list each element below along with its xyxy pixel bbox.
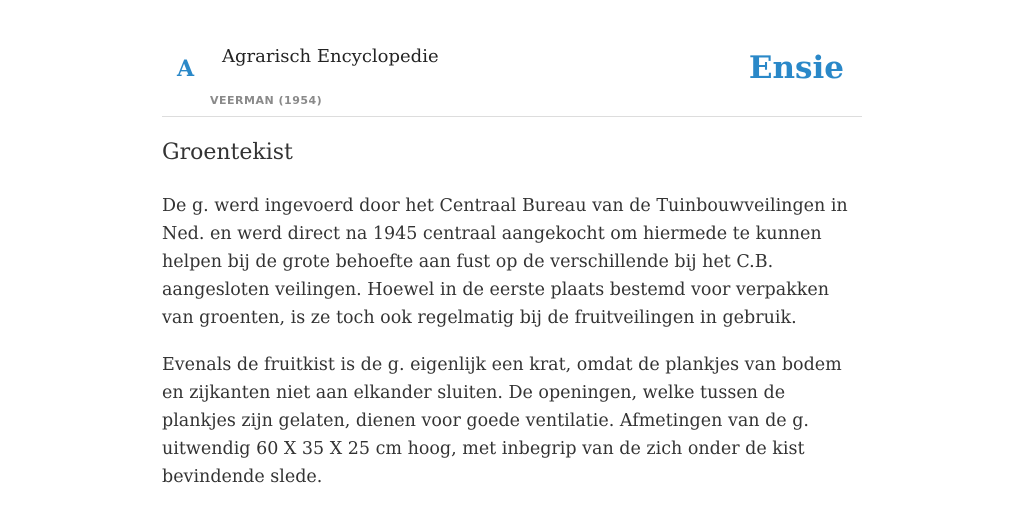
ensie-brand-logo[interactable]: Ensie: [748, 50, 844, 86]
page-title: Groentekist: [162, 140, 293, 165]
author-year: VEERMAN (1954): [210, 94, 323, 107]
article-paragraph: Evenals de fruitkist is de g. eigenlijk een krat, omdat de plankjes van bodem en zijkanten niet aan elkander sluiten. De openingen, welke tussen de plankjes zijn gelaten, dienen voor goede ventilatie. Afmetingen van de g. uitwendig 60 X 35 X 25 cm hoog, met inbegrip van de zich onder de kist bevindende slede.: [162, 355, 842, 487]
encyclopedia-title[interactable]: Agrarisch Encyclopedie: [222, 46, 439, 67]
encyclopedia-logo-link[interactable]: A: [177, 56, 195, 82]
article-paragraph: De g. werd ingevoerd door het Centraal Bureau van de Tuinbouwveilingen in Ned. en werd direct na 1945 centraal aangekocht om hiermede te kunnen helpen bij de grote behoefte aan fust op de verschillende bij het C.B. aangesloten veilingen. Hoewel in de eerste plaats bestemd voor verpakken van groenten, is ze toch ook regelmatig bij de fruitveilingen in gebruik.: [162, 196, 848, 328]
encyclopedia-header: [162, 0, 862, 117]
article-body: [162, 192, 862, 510]
